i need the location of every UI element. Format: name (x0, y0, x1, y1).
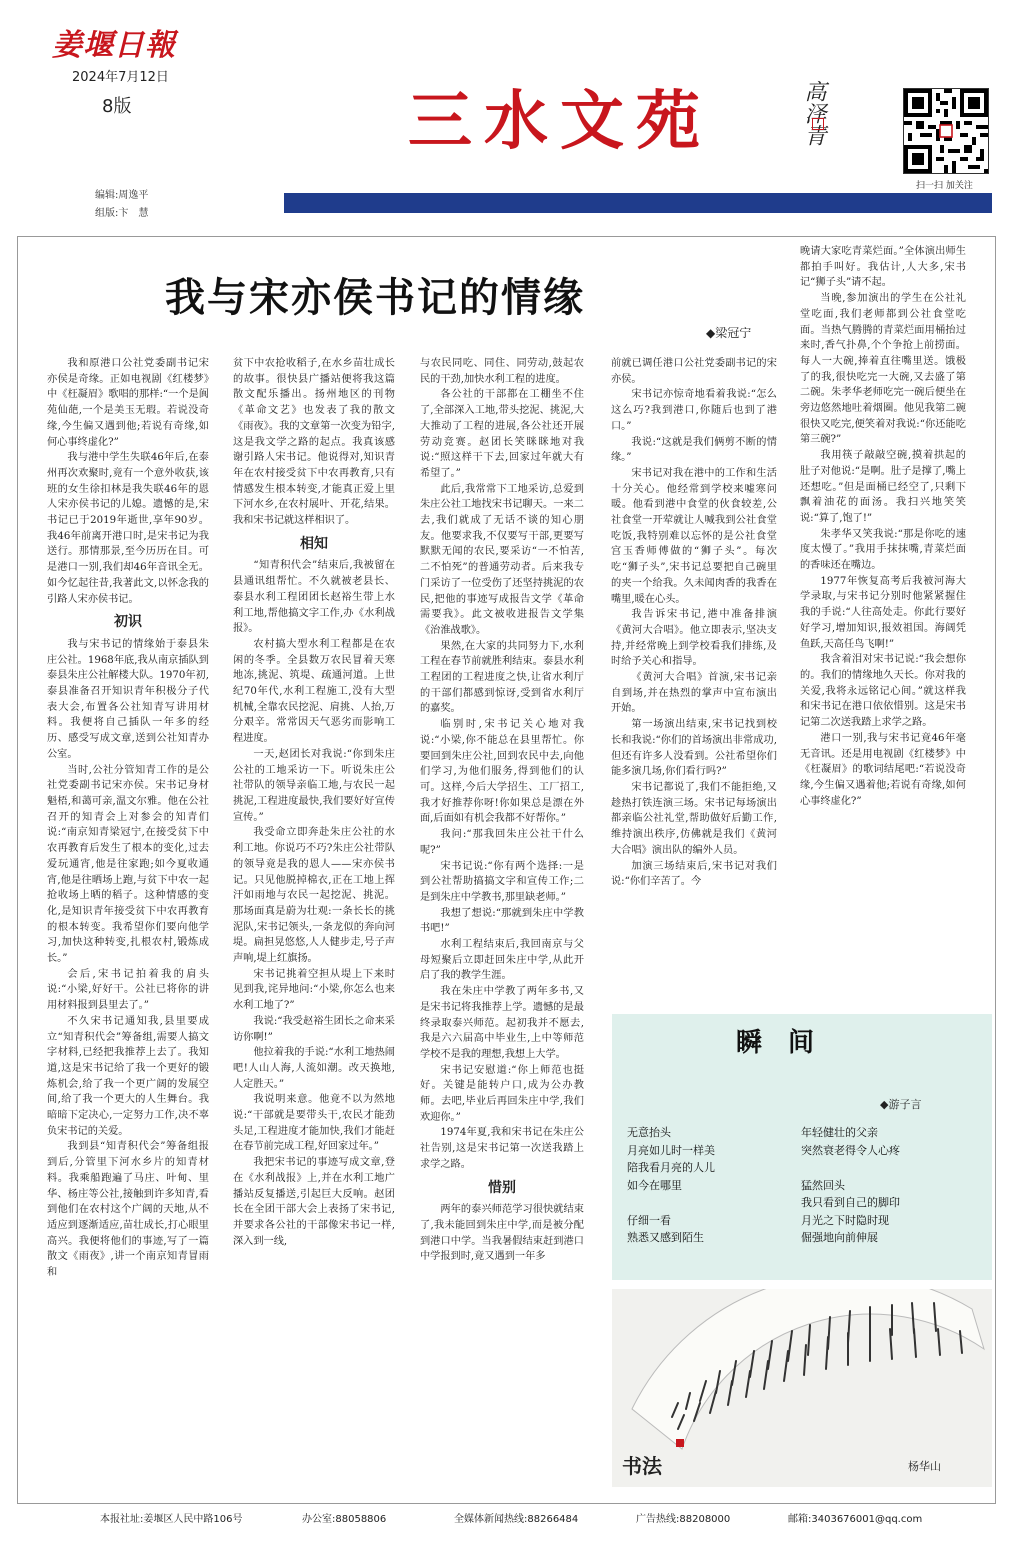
section-heading: 相知 (300, 535, 328, 552)
issue-date: 2024年7月12日 (72, 70, 169, 85)
paragraph: 我与港中学生失联46年后,在泰州再次欢聚时,竟有一个意外收获,该班的女生徐扣林是我失联46年的恩人宋亦侯书记的儿媳。遗憾的是,宋书记已于2019年逝世,享年90岁。我46年前离开港口时,是宋书记为我送行。那情那景,至今历历在目。可是港口一别,我们却46年音讯全无。如今忆起往昔,我著此文,以怀念我的引路人宋亦侯书记。 (47, 452, 209, 605)
poem-line (801, 1159, 981, 1177)
footer-office-phone: 办公室:88058806 (302, 1514, 387, 1525)
page-number: 8版 (102, 96, 132, 117)
paragraph: 贫下中农抢收稻子,在水乡苗壮成长的故事。很快县广播站便将我这篇散文配乐播出。扬州地区的刊物《革命文艺》也发表了我的散文《雨夜》。我的文章第一次变为铅字,这是我文学之路的起点。我真该感谢引路人宋书记。他说得对,知识青年在农村接受贫下中农再教育,只有情感发生根本转变,才能真正爱上里下河水乡,在农村展叶、开花,结果。我和宋书记就这样相识了。 (233, 358, 395, 527)
calligraphy-label: 书法 (622, 1454, 662, 1478)
poem-line: 月亮如儿时一样美 (627, 1143, 715, 1157)
seal-stamp-icon (812, 118, 824, 130)
paragraph: 我和原港口公社党委副书记宋亦侯是奇缘。正如电视剧《红楼梦》中《枉凝眉》歌唱的那样:“一个是阆苑仙葩,一个是美玉无瑕。若说没奇缘,今生偏又遇到他;若说有奇缘,如何心事终虚化?” (47, 358, 209, 448)
poem-line: 我只看到自己的脚印 (801, 1196, 900, 1209)
paragraph: 朱孝华又笑我说:“那是你吃的速度太慢了。”我用手抹抹嘴,青菜烂面的香味还在嘴边。 (800, 528, 966, 572)
paragraph: 宋书记挑着空担从堤上下来时见到我,诧异地问:“小梁,你怎么也来水利工地了?” (233, 968, 395, 1012)
footer-news-hotline: 全媒体新闻热线:88266484 (454, 1514, 579, 1525)
poem-line: 猛然回头 (801, 1178, 845, 1192)
paragraph: 宋书记安慰道:“你上师范也挺好。关键是能转户口,成为公办教师。去吧,毕业后再回朱庄中学,我们欢迎你。” (420, 1064, 584, 1123)
qr-caption: 扫一扫 加关注 (916, 181, 973, 191)
paragraph: 不久宋书记通知我,县里要成立“知青积代会”筹备组,需要人搞文字材料,已经把我推荐上去了。我知道,这是宋书记给了我一个更好的锻炼机会,给了我一个更广阔的发展空间,给了我一个更大的人生舞台。我暗暗下定决心,一定努力工作,决不辜负宋书记的关爱。 (47, 1015, 209, 1137)
paragraph: 我告诉宋书记,港中准备排演《黄河大合唱》。他立即表示,坚决支持,并经常晚上到学校看我们排练,及时给予关心和指导。 (611, 609, 777, 668)
footer-ad-hotline: 广告热线:88208000 (636, 1514, 731, 1525)
paragraph: 当晚,参加演出的学生在公社礼堂吃面,我们老师都到公社食堂吃面。当热气腾腾的青菜烂面用桶抬过来时,香气扑鼻,个个争抢上前捞面。每人一大碗,捧着直往嘴里送。饿极了的我,很快吃完一大碗,又去盛了第二碗。朱孝华老师吃完一碗后便坐在旁边悠然地吐着烟圈。他见我第二碗很快又吃完,便笑着对我说:“你还能吃第三碗?” (800, 293, 966, 446)
poem-line: 突然衰老得令人心疼 (801, 1143, 900, 1157)
article-column-5 (800, 244, 966, 996)
signature-calligraphy: 高泽青 (801, 80, 826, 146)
layout-editor-credit: 组版:卞 慧 (95, 208, 149, 219)
section-heading: 初识 (114, 614, 142, 631)
footer-email[interactable]: 邮箱:3403676001@qq.com (788, 1514, 923, 1525)
paragraph: 晚请大家吃青菜烂面。”全体演出师生都拍手叫好。我估计,人大多,宋书记“狮子头”请不起。 (800, 246, 966, 289)
paragraph: 我说:“这就是我们俩剪不断的情缘。” (611, 436, 777, 464)
paragraph: 1977年恢复高考后我被河海大学录取,与宋书记分别时他紧紧握住我的手说:“人往高处走。你此行要好好学习,增加知识,报效祖国。海阔凭鱼跃,天高任鸟飞啊!” (800, 575, 966, 650)
paragraph: 各公社的干部都在工棚坐不住了,全部深入工地,带头挖泥、挑泥,大大推动了工程的进展,各公社还开展劳动竞赛。赵团长笑眯眯地对我说:“照这样干下去,回家过年就大有希望了。” (420, 389, 584, 479)
paragraph: 我说:“我受赵裕生团长之命来采访你啊!” (233, 1015, 395, 1043)
paragraph: “知青积代会”结束后,我被留在县通讯组帮忙。不久就被老县长、泰县水利工程团团长赵裕生带上水利工地,帮他搞文字工作,办《水利战报》。 (233, 560, 395, 635)
paragraph: 我含着泪对宋书记说:“我会想你的。我们的情缘地久天长。你对我的关爱,我将永远铭记心间。”就这样我和宋书记在港口依依惜别。这是宋书记第二次送我踏上求学之路。 (800, 654, 966, 729)
poem-line: 如今在哪里 (627, 1178, 682, 1192)
poem-line: 陪我看月亮的人儿 (627, 1161, 715, 1174)
poem-line: 年轻健壮的父亲 (801, 1126, 878, 1139)
poem-line: 月光之下时隐时现 (801, 1213, 889, 1227)
paragraph: 宋书记说:“你有两个选择:一是到公社帮助搞搞文字和宣传工作;二是到朱庄中学教书,那里缺老师。” (420, 860, 584, 903)
footer-address: 本报社址:姜堰区人民中路106号 (100, 1514, 243, 1525)
editor-credit: 编辑:周逸平 (95, 190, 149, 201)
section-title: 三水文苑 (408, 84, 712, 159)
poem-line: 熟悉又感到陌生 (627, 1231, 704, 1244)
paragraph: 农村搞大型水利工程都是在农闲的冬季。全县数万农民冒着天寒地冻,挑泥、筑堤、疏通河道。上世纪70年代,水利工程施工,没有大型机械,全靠农民挖泥、肩挑、人抬,万分艰辛。常常因天气恶劣而影响工程进度。 (233, 638, 395, 745)
paragraph: 我到县“知青积代会”筹备组报到后,分管里下河水乡片的知青材料。我乘船跑遍了马庄、叶甸、里华、杨庄等公社,接触到许多知青,看到他们在农村这个广阔的天地,从不适应到逐渐适应,苗壮成长,打心眼里高兴。我便将他们的事迹,写了一篇散文《雨夜》,讲一个南京知青冒雨和 (47, 1141, 209, 1279)
paragraph: 水利工程结束后,我回南京与父母短聚后立即赶回朱庄中学,从此开启了我的教学生涯。 (420, 939, 584, 982)
paragraph: 会后,宋书记拍着我的肩头说:“小梁,好好干。公社已将你的讲用材料报到县里去了。” (47, 968, 209, 1012)
paragraph: 第一场演出结束,宋书记找到校长和我说:“你们的首场演出非常成功,但还有许多人没看到。公社希望你们能多演几场,你们看行吗?” (611, 719, 777, 778)
paragraph: 一天,赵团长对我说:“你到朱庄公社的工地采访一下。听说朱庄公社带队的领导亲临工地,与农民一起挑泥,工程进度最快,我们要好好宣传宣传。” (233, 748, 395, 823)
paragraph: 我想了想说:“那就到朱庄中学教书吧!” (420, 907, 584, 935)
article-column-3 (420, 356, 584, 1498)
poem-left-stanzas (627, 1124, 797, 1247)
paragraph: 我受命立即奔赴朱庄公社的水利工地。你说巧不巧?朱庄公社带队的领导竟是我的恩人——宋亦侯书记。只见他脱掉棉衣,正在工地上挥汗如雨地与农民一起挖泥、挑泥。那场面真是蔚为壮观:一条长长的挑泥队,宋书记领头,一条龙似的奔向河堤。扁担晃悠悠,人人健步走,号子声声响,堤上红旗扬。 (233, 827, 395, 965)
paragraph: 此后,我常常下工地采访,总爱到朱庄公社工地找宋书记聊天。一来二去,我们就成了无话不谈的知心朋友。他要求我,不仅要写干部,更要写默默无闻的农民,要采访“一不怕苦,二不怕死”的普通劳动者。后来我专门采访了一位受伤了还坚持挑泥的农民,把他的事迹写成报告文学《革命需要我》。此文被收进报告文学集《治淮战歌》。 (420, 483, 584, 636)
paragraph: 我说明来意。他竟不以为然地说:“干部就是要带头干,农民才能劲头足,工程进度才能加快,我们才能赶在春节前完成工程,好回家过年。” (233, 1094, 395, 1153)
newspaper-masthead: 姜堰日報 (52, 28, 176, 63)
article-column-4 (611, 356, 777, 996)
header-divider-bar (284, 193, 992, 213)
paragraph: 宋书记对我在港中的工作和生活十分关心。他经常到学校来嘘寒问暖。他看到港中食堂的伙食较差,公社食堂一开荤就让人喊我到公社食堂吃饭,我特别难以忘怀的是公社食堂宫玉香师傅做的“狮子头”。每次吃“狮子头”,宋书记总要把自己碗里的夹一个给我。久未闻肉香的我香在嘴里,暖在心头。 (611, 467, 777, 605)
calligraphy-author: 杨华山 (908, 1460, 941, 1473)
poem-author: ◆游子言 (880, 1098, 922, 1111)
paragraph: 我问:“那我回朱庄公社干什么呢?” (420, 829, 584, 856)
article-column-1 (47, 356, 209, 1498)
paragraph: 与农民同吃、同住、同劳动,鼓起农民的干劲,加快水利工程的进度。 (420, 358, 584, 385)
poem-line: 仔细一看 (627, 1213, 671, 1227)
paragraph: 我在朱庄中学教了两年多书,又是宋书记将我推荐上学。遗憾的是最终录取泰兴师范。起初我并不愿去,我是六六届高中毕业生,上中等师范学校不是我的理想,我想上大学。 (420, 986, 584, 1060)
article-author: ◆梁冠宁 (706, 326, 752, 340)
paragraph: 《黄河大合唱》首演,宋书记亲自到场,并在热烈的掌声中宣布演出开始。 (611, 672, 777, 715)
article-title: 我与宋亦侯书记的情缘 (165, 274, 585, 321)
paragraph: 我与宋书记的情缘始于泰县朱庄公社。1968年底,我从南京插队到泰县朱庄公社解楼大队。1970年初,泰县准备召开知识青年积极分子代表大会,布置各公社知青写讲用材料。我便将自己插队一年多的经历、感受写成文章,送到公社知青办公室。 (47, 638, 209, 760)
poem-line (627, 1194, 797, 1212)
paragraph: 当时,公社分管知青工作的是公社党委副书记宋亦侯。宋书记身材魁梧,和蔼可亲,温文尔雅。他在公社召开的知青会上对参会的知青们说:“南京知青梁冠宁,在接受贫下中农再教育后发生了根本的变化,过去爱玩通宵,他是往家跑;如今夏收通宵,他是往晒场上跑,与贫下中农一起抢收场上晒的稻子。这种情感的变化,是知识青年接受贫下中农再教育的根本转变。我希望你们要向他学习,加快这种转变,扎根农村,锻炼成长。” (47, 764, 209, 965)
poem-title: 瞬间 (736, 1028, 841, 1058)
paragraph: 加演三场结束后,宋书记对我们说:“你们辛苦了。今 (611, 860, 777, 888)
paragraph: 我用筷子敲敲空碗,摸着拱起的肚子对他说:“是啊。肚子是撑了,嘴上还想吃。”但是面桶已经空了,只剩下飘着油花的面汤。我扫兴地笑笑说:“算了,饱了!” (800, 450, 966, 524)
poem-line: 无意抬头 (627, 1126, 671, 1139)
paragraph: 宋书记都说了,我们不能拒绝,又趁热打铁连演三场。宋书记每场演出都亲临公社礼堂,帮助做好后勤工作,维持演出秩序,仿佛就是我们《黄河大合唱》演出队的编外人员。 (611, 781, 777, 856)
paragraph: 果然,在大家的共同努力下,水利工程在春节前就胜利结束。泰县水利工程团的工程进度之快,让省水利厅的干部们都感到惊讶,受到省水利厅的嘉奖。 (420, 640, 584, 715)
paragraph: 1974年夏,我和宋书记在朱庄公社告别,这是宋书记第一次送我踏上求学之路。 (420, 1127, 584, 1170)
paragraph: 他拉着我的手说:“水利工地热闹吧!人山人海,人流如潮。改天换地,人定胜天。” (233, 1047, 395, 1090)
article-column-2 (233, 356, 395, 1498)
paragraph: 临别时,宋书记关心地对我说:“小梁,你不能总在县里帮忙。你要回到朱庄公社,回到农民中去,向他们学习,为他们服务,得到他们的认可。这样,今后大学招生、工厂招工,我才好推荐你呀!你如果总是漂在外面,后面如有机会我都不好帮你。” (420, 719, 584, 825)
paragraph: 宋书记亦惊奇地看着我说:“怎么这么巧?我到港口,你随后也到了港口。” (611, 389, 777, 432)
poem-right-stanzas (801, 1124, 981, 1247)
qr-code-icon[interactable] (903, 88, 989, 174)
paragraph: 我把宋书记的事迹写成文章,登在《水利战报》上,并在水利工地广播站反复播送,引起巨大反响。赵团长在全团干部大会上表扬了宋书记,并要求各公社的干部像宋书记一样,深入到一线, (233, 1157, 395, 1247)
paragraph: 港口一别,我与宋书记竟46年毫无音讯。还是用电视剧《红楼梦》中《枉凝眉》的歌词结尾吧:“若说没奇缘,今生偏又遇着他;若说有奇缘,如何心事终虚化?” (800, 732, 966, 807)
paragraph: 前就已调任港口公社党委副书记的宋亦侯。 (611, 358, 777, 385)
section-heading: 惜别 (488, 1179, 516, 1196)
poem-line: 倔强地向前伸展 (801, 1231, 878, 1244)
paragraph: 两年的泰兴师范学习很快就结束了,我未能回到朱庄中学,而是被分配到港口中学。当我暑假结束赶到港口中学报到时,竟又遇到一年多 (420, 1204, 584, 1263)
